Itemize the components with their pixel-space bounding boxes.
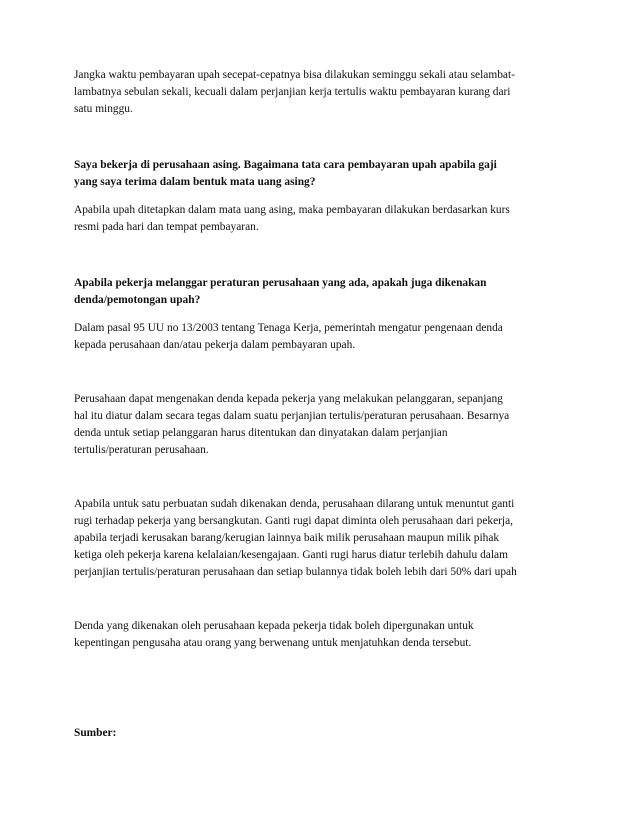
text-line: kepada perusahaan dan/atau pekerja dalam pembayaran upah. bbox=[74, 339, 356, 351]
answer-penalty bbox=[74, 320, 568, 354]
source-label bbox=[74, 725, 568, 742]
text-line: Apabila pekerja melanggar peraturan perusahaan yang ada, apakah juga dikenakan bbox=[74, 277, 487, 289]
text-line: Dalam pasal 95 UU no 13/2003 tentang Tenaga Kerja, pemerintah mengatur pengenaan denda bbox=[74, 322, 503, 334]
text-line: Apabila untuk satu perbuatan sudah dikenakan denda, perusahaan dilarang untuk menuntut ganti bbox=[74, 498, 515, 510]
penalty-rules-paragraph bbox=[74, 391, 568, 459]
text-line: rugi terhadap pekerja yang bersangkutan. Ganti rugi dapat diminta oleh perusahaan dari pekerja, bbox=[74, 515, 514, 527]
text-line: lambatnya sebulan sekali, kecuali dalam perjanjian kerja tertulis waktu pembayaran kurang dari bbox=[74, 86, 511, 98]
text-line: Perusahaan dapat mengenakan denda kepada pekerja yang melakukan pelanggaran, sepanjang bbox=[74, 393, 503, 405]
text-line: apabila terjadi kerusakan barang/kerugian lainnya baik milik perusahaan maupun milik pihak bbox=[74, 532, 500, 544]
answer-foreign-currency bbox=[74, 202, 568, 236]
text-line: hal itu diatur dalam secara tegas dalam suatu perjanjian tertulis/peraturan perusahaan. Besarnya bbox=[74, 410, 510, 422]
compensation-paragraph bbox=[74, 496, 568, 581]
penalty-use-paragraph bbox=[74, 618, 568, 652]
intro-paragraph bbox=[74, 67, 568, 118]
text-line: perjanjian tertulis/peraturan perusahaan dan setiap bulannya tidak boleh lebih dari 50% dari upah bbox=[74, 566, 517, 578]
text-line: resmi pada hari dan tempat pembayaran. bbox=[74, 221, 259, 233]
text-line: denda/pemotongan upah? bbox=[74, 294, 201, 306]
text-line: tertulis/peraturan perusahaan. bbox=[74, 444, 209, 456]
text-line: satu minggu. bbox=[74, 103, 133, 115]
text-line: Apabila upah ditetapkan dalam mata uang asing, maka pembayaran dilakukan berdasarkan kurs bbox=[74, 204, 510, 216]
question-foreign-currency bbox=[74, 157, 568, 191]
text-line: kepentingan pengusaha atau orang yang berwenang untuk menjatuhkan denda tersebut. bbox=[74, 637, 472, 649]
text-line: denda untuk setiap pelanggaran harus ditentukan dan dinyatakan dalam perjanjian bbox=[74, 427, 448, 439]
source-heading: Sumber: bbox=[74, 727, 117, 739]
text-line: Saya bekerja di perusahaan asing. Bagaimana tata cara pembayaran upah apabila gaji bbox=[74, 159, 497, 171]
document-page bbox=[74, 67, 568, 742]
text-line: Jangka waktu pembayaran upah secepat-cepatnya bisa dilakukan seminggu sekali atau selambat- bbox=[74, 69, 515, 81]
text-line: Denda yang dikenakan oleh perusahaan kepada pekerja tidak boleh dipergunakan untuk bbox=[74, 620, 474, 632]
text-line: yang saya terima dalam bentuk mata uang asing? bbox=[74, 176, 316, 188]
question-penalty bbox=[74, 275, 568, 309]
text-line: ketiga oleh pekerja karena kelalaian/kesengajaan. Ganti rugi harus diatur terlebih dahulu dalam bbox=[74, 549, 508, 561]
